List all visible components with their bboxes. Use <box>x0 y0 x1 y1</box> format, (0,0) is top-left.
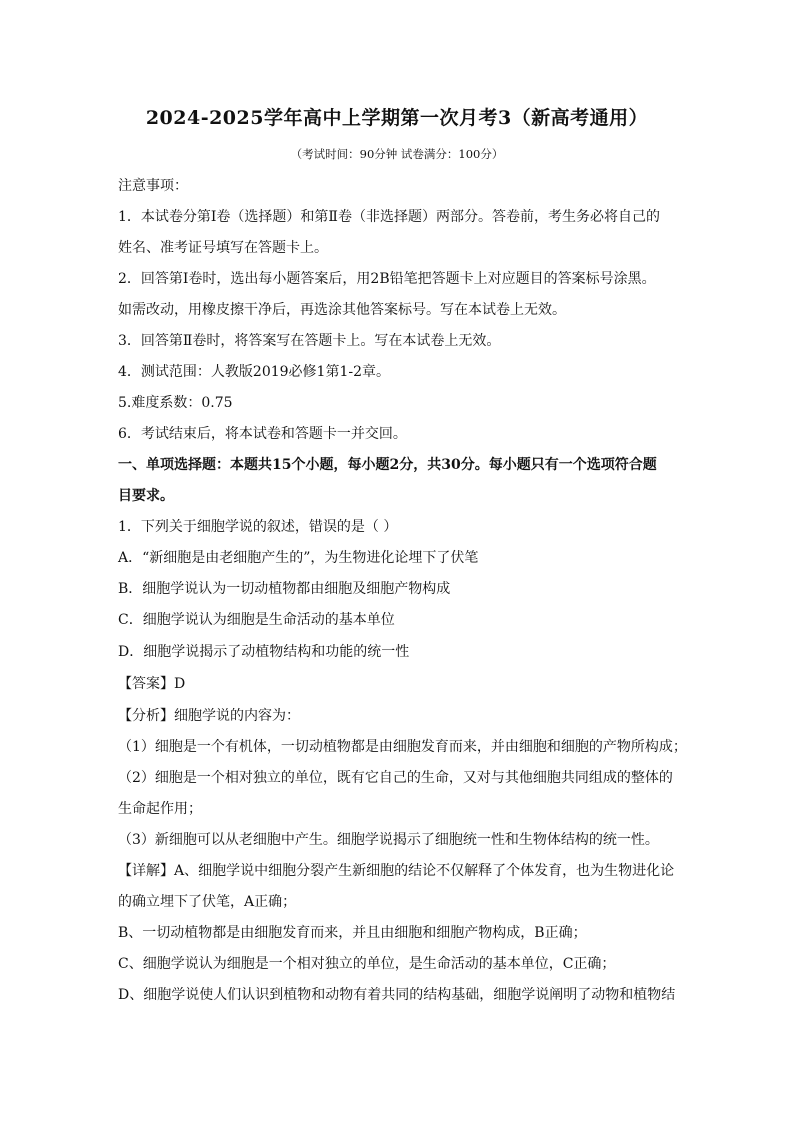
option-c: C．细胞学说认为细胞是生命活动的基本单位 <box>118 612 395 628</box>
option-d: D．细胞学说揭示了动植物结构和功能的统一性 <box>118 644 410 660</box>
notice-line: 6．考试结束后，将本试卷和答题卡一并交回。 <box>118 426 407 442</box>
analysis-line: 【分析】细胞学说的内容为： <box>118 708 300 724</box>
detail-line: D、细胞学说使人们认识到植物和动物有着共同的结构基础，细胞学说阐明了动物和植物结 <box>118 987 676 1003</box>
exam-title: 2024-2025学年高中上学期第一次月考3（新高考通用） <box>145 107 649 129</box>
notice-line: 4．测试范围：人教版2019必修1第1-2章。 <box>118 364 390 380</box>
answer-line: 【答案】D <box>118 676 186 692</box>
notice-line: 姓名、准考证号填写在答题卡上。 <box>118 240 328 256</box>
section-heading: 目要求。 <box>118 488 174 504</box>
notice-line: 2．回答第Ⅰ卷时，选出每小题答案后，用2B铅笔把答题卡上对应题目的答案标号涂黑。 <box>118 271 656 287</box>
option-a: A．“新细胞是由老细胞产生的”，为生物进化论埋下了伏笔 <box>118 550 479 566</box>
detail-line: 【详解】A、细胞学说中细胞分裂产生新细胞的结论不仅解释了个体发育，也为生物进化论 <box>118 863 675 879</box>
detail-line: 的确立埋下了伏笔，A正确； <box>118 894 297 910</box>
question-stem: 1．下列关于细胞学说的叙述，错误的是（ ） <box>118 519 398 535</box>
detail-line: C、细胞学说认为细胞是一个相对独立的单位，是生命活动的基本单位，C正确； <box>118 956 616 972</box>
exam-subtitle: （考试时间：90分钟 试卷满分：100分） <box>290 147 504 161</box>
analysis-line: （2）细胞是一个相对独立的单位，既有它自己的生命，又对与其他细胞共同组成的整体的 <box>118 770 673 786</box>
notice-line: 如需改动，用橡皮擦干净后，再选涂其他答案标号。写在本试卷上无效。 <box>118 302 566 318</box>
section-heading: 一、单项选择题：本题共15个小题，每小题2分，共30分。每小题只有一个选项符合题 <box>118 457 657 473</box>
notice-line: 5.难度系数：0.75 <box>118 395 233 411</box>
notice-line: 3．回答第Ⅱ卷时，将答案写在答题卡上。写在本试卷上无效。 <box>118 333 501 349</box>
option-b: B．细胞学说认为一切动植物都由细胞及细胞产物构成 <box>118 581 451 597</box>
notice-heading: 注意事项： <box>118 178 188 194</box>
analysis-line: （1）细胞是一个有机体，一切动植物都是由细胞发育而来，并由细胞和细胞的产物所构成； <box>118 739 687 755</box>
notice-line: 1．本试卷分第Ⅰ卷（选择题）和第Ⅱ卷（非选择题）两部分。答卷前，考生务必将自己的 <box>118 209 660 225</box>
analysis-line: （3）新细胞可以从老细胞中产生。细胞学说揭示了细胞统一性和生物体结构的统一性。 <box>118 832 659 848</box>
analysis-line: 生命起作用； <box>118 801 202 817</box>
detail-line: B、一切动植物都是由细胞发育而来，并且由细胞和细胞产物构成，B正确； <box>118 925 587 941</box>
